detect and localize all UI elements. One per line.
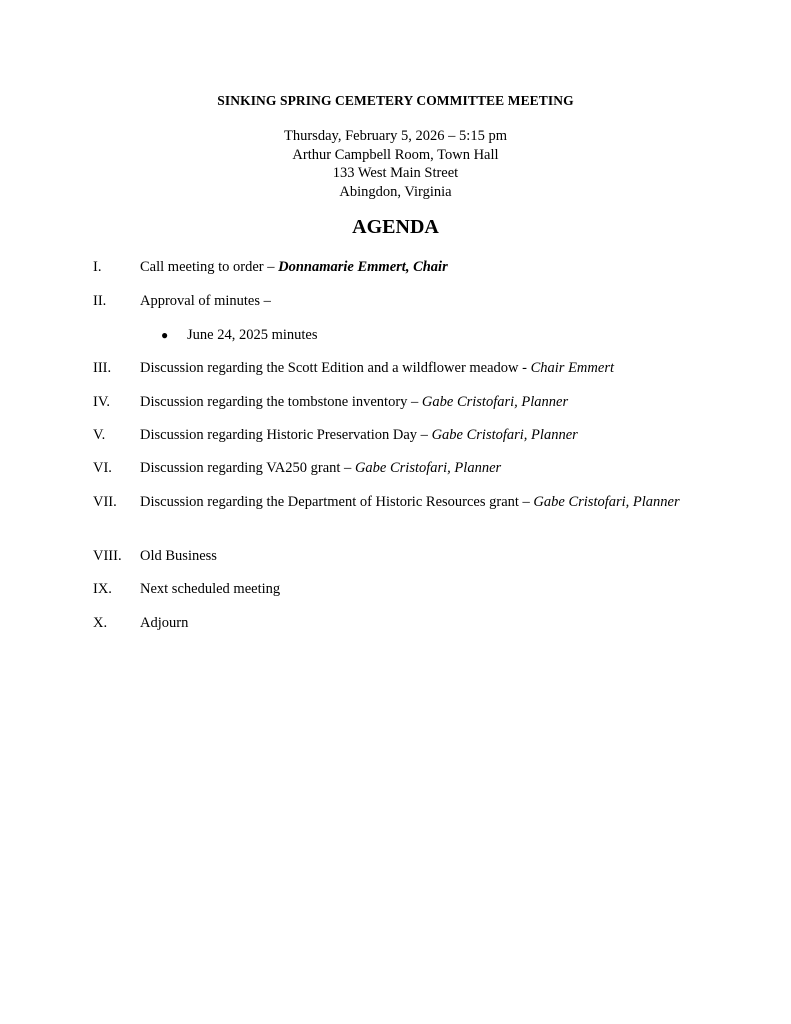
agenda-item-number: IV. bbox=[93, 394, 111, 410]
agenda-item-number: V. bbox=[93, 427, 106, 443]
bullet-icon: ● bbox=[161, 328, 169, 342]
agenda-item-text: Next scheduled meeting bbox=[140, 581, 281, 597]
agenda-item-text: Old Business bbox=[140, 548, 217, 564]
agenda-item-presenter: Gabe Cristofari, Planner bbox=[354, 460, 502, 476]
meeting-room: Arthur Campbell Room, Town Hall bbox=[292, 146, 499, 163]
meeting-street: 133 West Main Street bbox=[332, 165, 459, 181]
agenda-item-text: Discussion regarding the Department of Historic Resources grant – bbox=[140, 494, 534, 510]
agenda-item-text: Discussion regarding the tombstone inventory – bbox=[140, 394, 422, 410]
agenda-item-presenter: Gabe Cristofari, Planner bbox=[421, 394, 569, 410]
meeting-city: Abingdon, Virginia bbox=[339, 183, 452, 200]
agenda-item-text: Adjourn bbox=[140, 615, 189, 631]
committee-title: SINKING SPRING CEMETERY COMMITTEE MEETING bbox=[217, 93, 574, 108]
agenda-item-text: Approval of minutes – bbox=[140, 293, 271, 309]
agenda-item-number: VIII. bbox=[93, 548, 122, 564]
agenda-item-text: Discussion regarding Historic Preservation Day – bbox=[140, 427, 432, 443]
agenda-item-number: I. bbox=[93, 259, 102, 275]
meeting-info bbox=[0, 127, 791, 201]
agenda-item-number: VII. bbox=[93, 494, 117, 510]
agenda-item-presenter: Gabe Cristofari, Planner bbox=[533, 494, 680, 510]
agenda-item-presenter: Chair Emmert bbox=[530, 360, 614, 376]
agenda-item-number: IX. bbox=[93, 581, 112, 597]
agenda-item-number: III. bbox=[93, 360, 112, 376]
meeting-date-time: Thursday, February 5, 2026 – 5:15 pm bbox=[284, 128, 507, 144]
agenda-heading: AGENDA bbox=[352, 216, 439, 238]
agenda-subitem-text: June 24, 2025 minutes bbox=[187, 327, 318, 343]
agenda-item-number: X. bbox=[93, 615, 108, 631]
agenda-item-presenter: Gabe Cristofari, Planner bbox=[431, 427, 578, 443]
agenda-item-number: II. bbox=[93, 293, 107, 309]
agenda-item-presenter: Donnamarie Emmert, Chair bbox=[278, 259, 448, 275]
agenda-item-number: VI. bbox=[93, 460, 112, 476]
agenda-item-text: Discussion regarding VA250 grant – bbox=[140, 460, 355, 476]
agenda-item-text: Discussion regarding the Scott Edition and a wildflower meadow - bbox=[140, 360, 531, 376]
agenda-item-text: Call meeting to order – bbox=[140, 259, 279, 275]
